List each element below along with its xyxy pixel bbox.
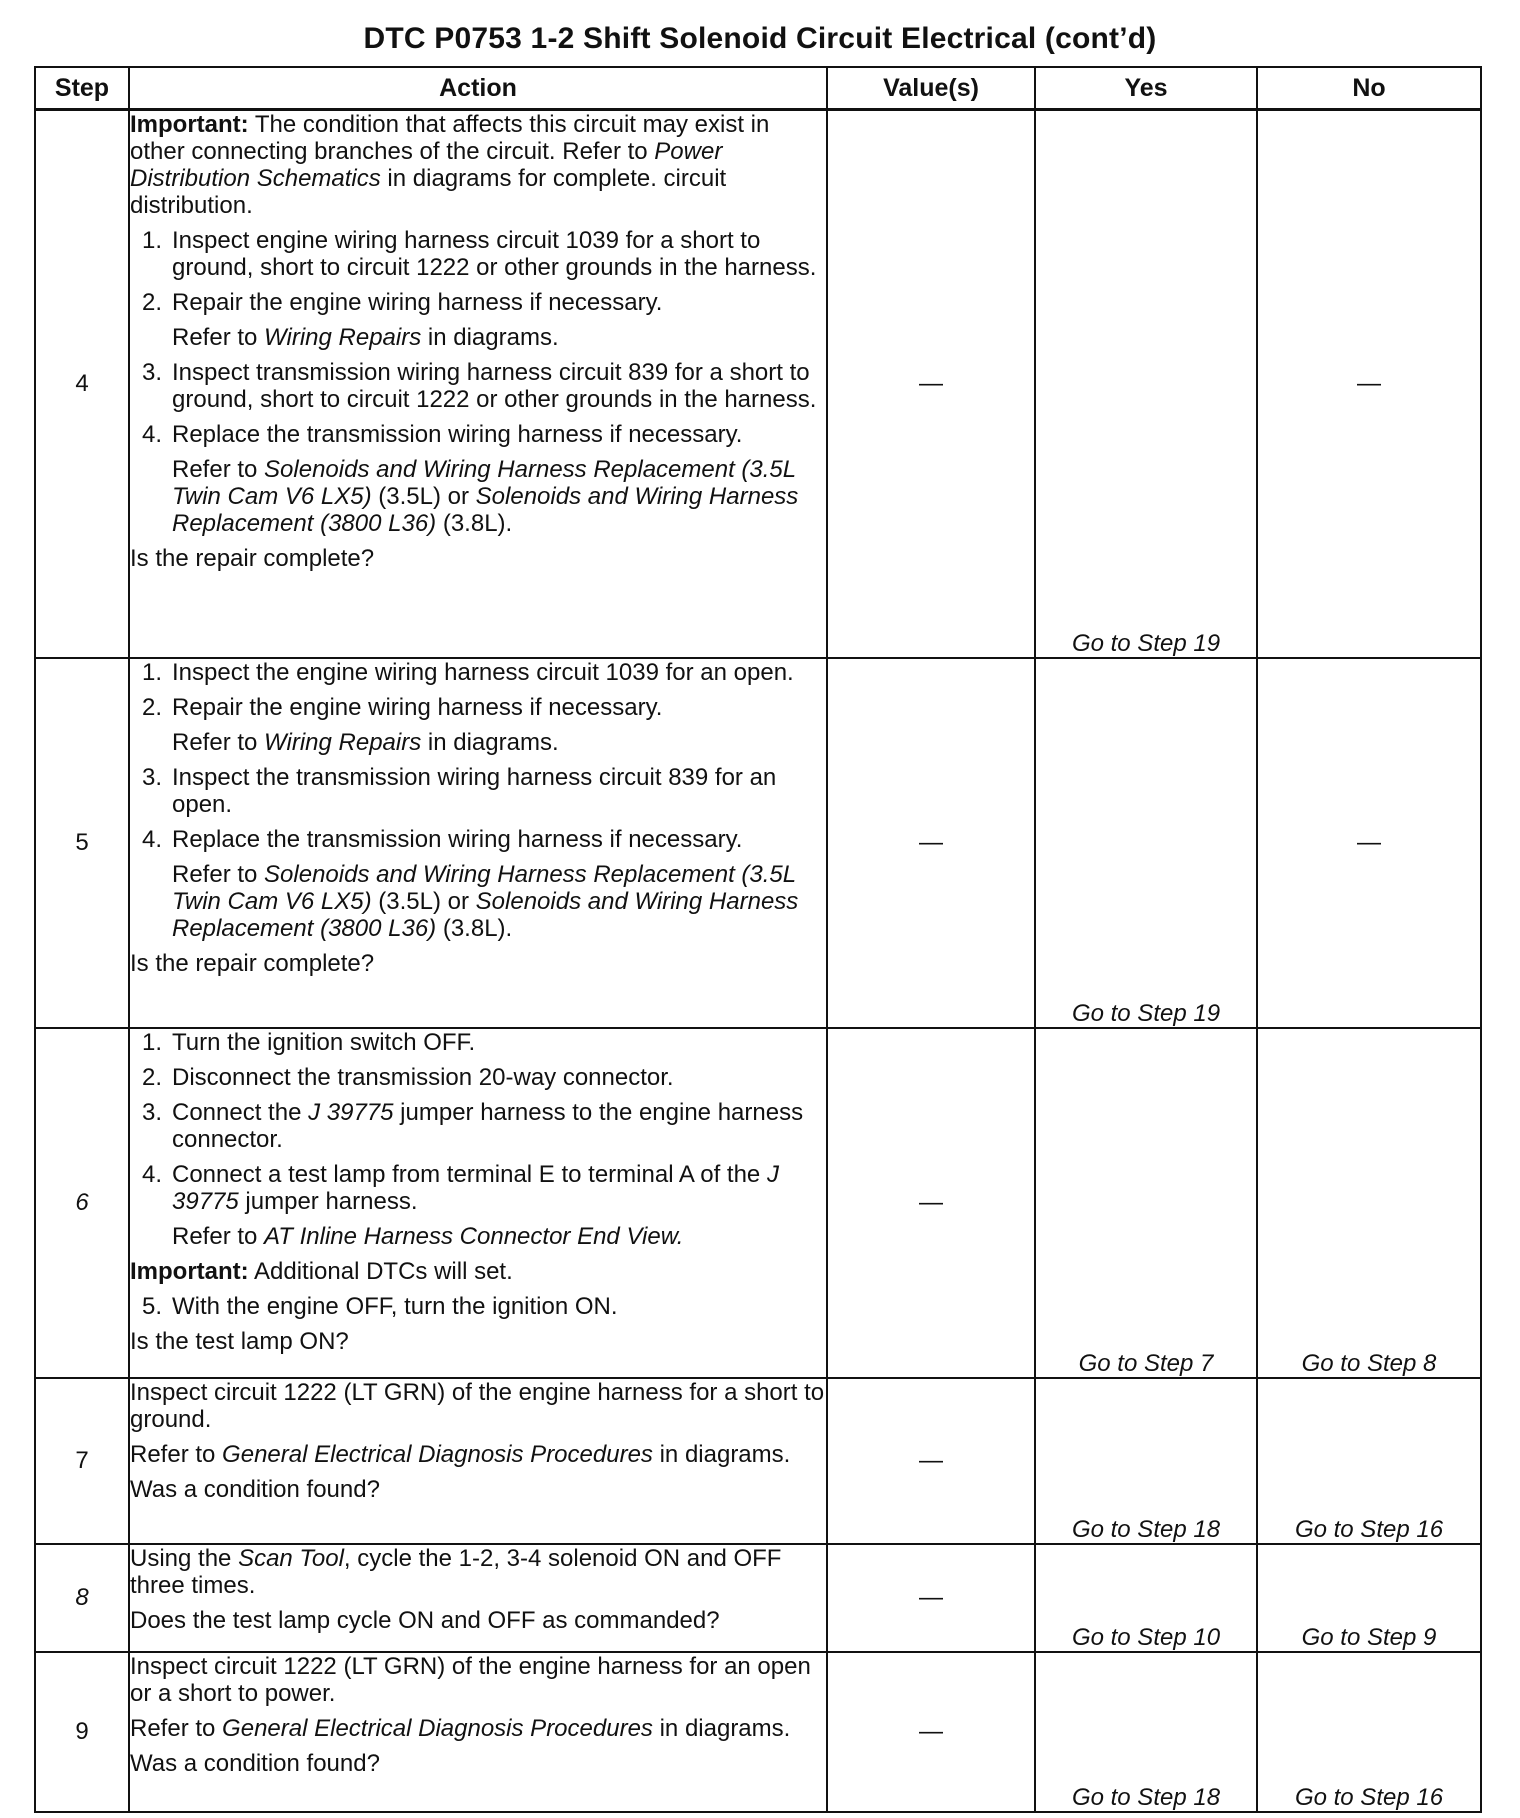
list-item: 1. Inspect engine wiring harness circuit 1039 for a short to ground, short to circuit 1222 or other grounds in the harness. (141, 227, 817, 281)
question: Does the test lamp cycle ON and OFF as commanded? (130, 1606, 720, 1634)
header-no: No (1257, 67, 1481, 110)
action-text: Using the Scan Tool, cycle the 1-2, 3-4 solenoid ON and OFF three times. (130, 1544, 782, 1599)
list-item: 2. Repair the engine wiring harness if necessary. (141, 289, 663, 316)
step-number: 8 (35, 1544, 129, 1652)
action-cell (129, 1652, 827, 1812)
yes-cell: Go to Step 19 (1035, 658, 1257, 1028)
list-item: 4. Replace the transmission wiring harness if necessary. (141, 825, 743, 853)
header-step: Step (35, 67, 129, 110)
action-cell (129, 1378, 827, 1544)
header-action: Action (129, 67, 827, 110)
value-cell: — (827, 658, 1035, 1028)
step-number: 9 (35, 1652, 129, 1812)
no-cell: Go to Step 9 (1257, 1544, 1481, 1652)
important-note: Important: Additional DTCs will set. (130, 1257, 513, 1285)
list-item: 1. Inspect the engine wiring harness circuit 1039 for an open. (141, 658, 794, 686)
question: Is the test lamp ON? (130, 1327, 349, 1355)
table-row (35, 1652, 1481, 1812)
yes-cell: Go to Step 19 (1035, 110, 1257, 658)
table-row (35, 1378, 1481, 1544)
list-item: 2. Disconnect the transmission 20-way connector. (141, 1063, 674, 1091)
reference-note: Refer to General Electrical Diagnosis Procedures in diagrams. (130, 1714, 791, 1742)
no-cell: — (1257, 658, 1481, 1028)
reference-note: Refer to AT Inline Harness Connector End View. (172, 1222, 684, 1250)
value-cell: — (827, 110, 1035, 658)
no-cell: Go to Step 16 (1257, 1378, 1481, 1544)
action-cell (129, 110, 827, 658)
header-yes: Yes (1035, 67, 1257, 110)
reference-note: Refer to Solenoids and Wiring Harness Replacement (3.5L Twin Cam V6 LX5) (3.5L) or Solenoids and Wiring Harness Replacement (3800 L36) (3.8L). (172, 860, 799, 942)
action-cell (129, 1028, 827, 1378)
important-note: Important: The condition that affects this circuit may exist in other connecting branches of the circuit. Refer to Power Distribution Schematics in diagrams for complete. circuit distribution. (130, 111, 770, 219)
step-number: 4 (35, 110, 129, 658)
no-cell: Go to Step 16 (1257, 1652, 1481, 1812)
step-number: 5 (35, 658, 129, 1028)
question: Was a condition found? (130, 1749, 380, 1777)
list-item: 4. Connect a test lamp from terminal E to terminal A of the J 39775 jumper harness. (141, 1160, 779, 1215)
table-row (35, 1028, 1481, 1378)
page-title: DTC P0753 1-2 Shift Solenoid Circuit Electrical (cont’d) (363, 22, 1157, 55)
list-item: 5. With the engine OFF, turn the ignition ON. (141, 1292, 618, 1320)
action-text: Inspect circuit 1222 (LT GRN) of the engine harness for a short to ground. (130, 1378, 825, 1433)
reference-note: Refer to Solenoids and Wiring Harness Replacement (3.5L Twin Cam V6 LX5) (3.5L) or Solenoids and Wiring Harness Replacement (3800 L36) (3.8L). (172, 456, 799, 537)
action-cell (129, 1544, 827, 1652)
table-row (35, 658, 1481, 1028)
question: Was a condition found? (130, 1475, 380, 1503)
important-label: Important: (130, 1257, 249, 1285)
important-label: Important: (130, 111, 249, 138)
reference-note: Refer to Wiring Repairs in diagrams. (172, 324, 559, 351)
list-item: 3. Inspect transmission wiring harness circuit 839 for a short to ground, short to circuit 1222 or other grounds in the harness. (141, 359, 817, 413)
yes-cell: Go to Step 18 (1035, 1652, 1257, 1812)
action-text: Inspect circuit 1222 (LT GRN) of the engine harness for an open or a short to power. (130, 1652, 811, 1707)
list-item: 2. Repair the engine wiring harness if necessary. (141, 693, 663, 721)
step-number: 6 (35, 1028, 129, 1378)
value-cell: — (827, 1544, 1035, 1652)
reference-note: Refer to Wiring Repairs in diagrams. (172, 728, 559, 756)
reference-link: Power Distribution Schematics (130, 138, 723, 192)
action-cell (129, 658, 827, 1028)
header-values: Value(s) (827, 67, 1035, 110)
list-item: 4. Replace the transmission wiring harness if necessary. (141, 421, 743, 448)
list-item: 1. Turn the ignition switch OFF. (141, 1028, 476, 1056)
value-cell: — (827, 1028, 1035, 1378)
yes-cell: Go to Step 10 (1035, 1544, 1257, 1652)
header-row (35, 67, 1481, 110)
table-row (35, 1544, 1481, 1652)
value-cell: — (827, 1378, 1035, 1544)
reference-note: Refer to General Electrical Diagnosis Procedures in diagrams. (130, 1440, 791, 1468)
table-row (35, 110, 1481, 658)
no-cell: — (1257, 110, 1481, 658)
step-number: 7 (35, 1378, 129, 1544)
list-item: 3. Connect the J 39775 jumper harness to the engine harness connector. (141, 1098, 804, 1153)
yes-cell: Go to Step 18 (1035, 1378, 1257, 1544)
list-item: 3. Inspect the transmission wiring harness circuit 839 for an open. (141, 763, 777, 818)
yes-cell: Go to Step 7 (1035, 1028, 1257, 1378)
diagnostic-table (34, 66, 1482, 1813)
value-cell: — (827, 1652, 1035, 1812)
question: Is the repair complete? (130, 545, 375, 572)
question: Is the repair complete? (130, 949, 375, 977)
no-cell: Go to Step 8 (1257, 1028, 1481, 1378)
